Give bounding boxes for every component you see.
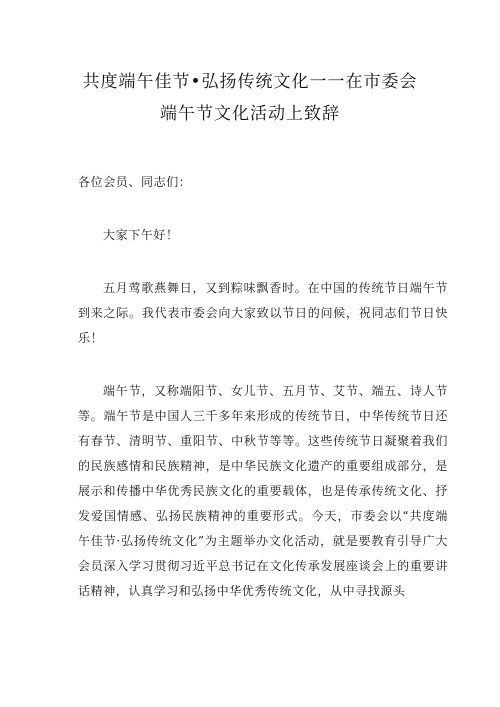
document-title <box>40 66 460 130</box>
greeting: 大家下午好！ <box>103 228 179 242</box>
title-line-1: 共度端午佳节•弘扬传统文化一一在市委会 <box>82 72 418 92</box>
document-body <box>78 170 448 604</box>
title-line-2: 端午节文化活动上致辞 <box>160 104 340 124</box>
paragraph-1: 五月莺歌燕舞日，又到粽味飘香时。在中国的传统节日端午节到来之际。我代表市委会向大家致以节日的问候，祝同志们节日快乐！ <box>78 281 448 345</box>
paragraph-2: 端午节，又称端阳节、女儿节、五月节、艾节、端五、诗人节等。端午节是中国人三千多年来形成的传统节日，中华传统节日还有春节、清明节、重阳节、中秋节等等。这些传统节日凝聚着我们的民族感情和民族精神，是中华民族文化遗产的重要组成部分，是展示和传播中华优秀民族文化的重要载体，也是传承传统文化、抒发爱国情感、弘扬民族精神的重要形式。今天，市委会以“共度端午佳节·弘扬传统文化”为主题举办文化活动，就是要教育引导广大会员深入学习贯彻习近平总书记在文化传承发展座谈会上的重要讲话精神，认真学习和弘扬中华优秀传统文化，从中寻找源头 <box>78 384 448 598</box>
salutation: 各位会员、同志们： <box>78 175 192 189</box>
